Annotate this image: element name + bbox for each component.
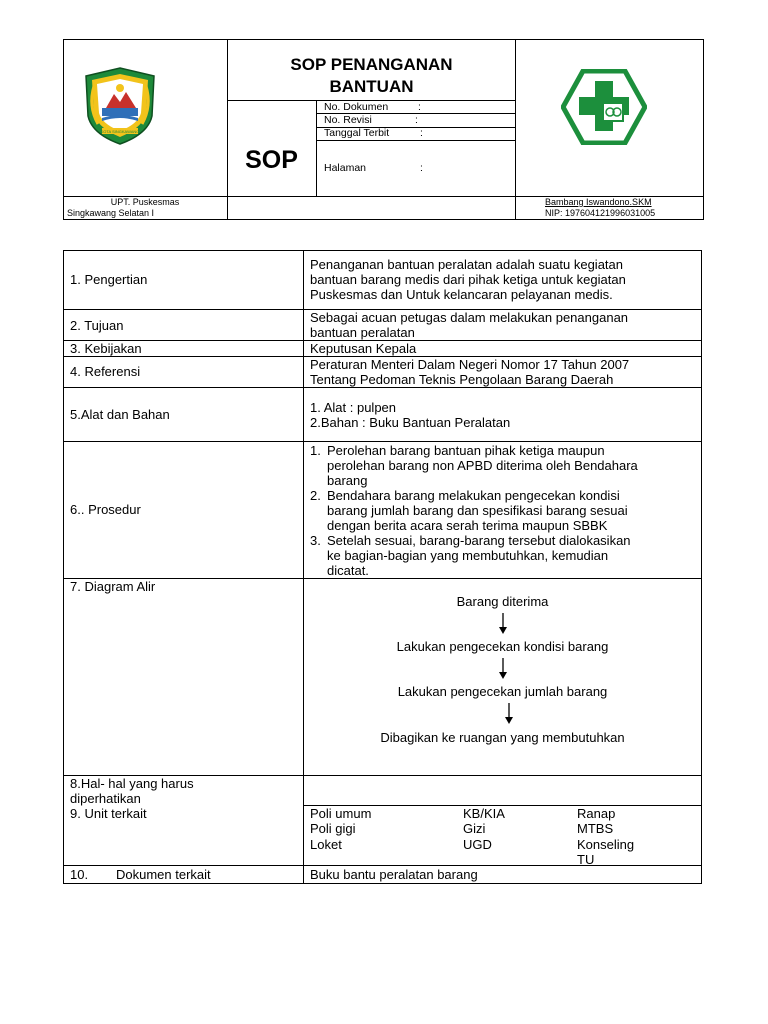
prosedur-step-line: Perolehan barang bantuan pihak ketiga maupun (327, 443, 605, 458)
org-name-line2: Singkawang Selatan I (67, 208, 155, 218)
row-label-hal: 8.Hal- hal yang harus (70, 776, 194, 791)
meta-tanggal-terbit: Tanggal Terbit (324, 127, 390, 139)
row-label-unit-terkait: 9. Unit terkait (70, 806, 147, 821)
unit-item: UGD (463, 837, 492, 852)
prosedur-step-line: Setelah sesuai, barang-barang tersebut dialokasikan (327, 533, 631, 548)
prosedur-step-line: ke bagian-bagian yang membutuhkan, kemudian (327, 548, 609, 563)
meta-no-dokumen: No. Dokumen (324, 101, 389, 113)
dokumen-text: Buku bantu peralatan barang (310, 867, 478, 882)
unit-item: Gizi (463, 821, 486, 836)
prosedur-step-line: dengan berita acara serah terima maupun SBBK (327, 518, 608, 533)
row-label-referensi: 4. Referensi (70, 364, 141, 379)
signer-nip: NIP: 197604121996031005 (545, 208, 656, 218)
unit-item: Konseling (577, 837, 635, 852)
tujuan-line: Sebagai acuan petugas dalam melakukan penanganan (310, 310, 629, 325)
meta-colon: : (415, 114, 418, 126)
meta-no-revisi: No. Revisi (324, 114, 372, 126)
prosedur-step-line: dicatat. (327, 563, 369, 578)
row-label-hal: diperhatikan (70, 791, 141, 806)
meta-colon: : (420, 162, 423, 174)
svg-text:KOTA SINGKAWANG: KOTA SINGKAWANG (100, 129, 140, 134)
referensi-line: Peraturan Menteri Dalam Negeri Nomor 17 Tahun 2007 (310, 357, 630, 372)
prosedur-step-num: 3. (310, 533, 321, 548)
unit-item: TU (577, 852, 595, 867)
kebijakan-text: Keputusan Kepala (310, 341, 417, 356)
prosedur-step-num: 2. (310, 488, 321, 503)
prosedur-step-num: 1. (310, 443, 321, 458)
flow-step: Dibagikan ke ruangan yang membutuhkan (380, 730, 625, 745)
row-label-pengertian: 1. Pengertian (70, 272, 148, 287)
tujuan-line: bantuan peralatan (310, 325, 415, 340)
pengertian-line: Penanganan bantuan peralatan adalah suatu kegiatan (310, 257, 623, 272)
row-label-dokumen-num: 10. (70, 867, 89, 882)
org-name-line1: UPT. Puskesmas (110, 197, 180, 207)
row-label-kebijakan: 3. Kebijakan (70, 341, 142, 356)
city-emblem-logo (82, 66, 158, 146)
flow-arrow-icon (503, 703, 515, 725)
flow-arrow-icon (497, 613, 509, 635)
unit-item: MTBS (577, 821, 614, 836)
prosedur-step-line: barang (327, 473, 368, 488)
pengertian-line: bantuan barang medis dari pihak ketiga untuk kegiatan (310, 272, 626, 287)
prosedur-step-line: Bendahara barang melakukan pengecekan kondisi (327, 488, 620, 503)
row-label-diagram-alir: 7. Diagram Alir (70, 579, 156, 594)
puskesmas-cross-logo (561, 69, 647, 145)
unit-item: Loket (310, 837, 342, 852)
flow-step: Lakukan pengecekan jumlah barang (397, 684, 608, 699)
flow-arrow-icon (497, 658, 509, 680)
referensi-line: Tentang Pedoman Teknis Pengolaan Barang Daerah (310, 372, 614, 387)
page-title-line2: BANTUAN (329, 77, 414, 96)
unit-item: KB/KIA (463, 806, 505, 821)
alat-line: 2.Bahan : Buku Bantuan Peralatan (310, 415, 511, 430)
flow-step: Barang diterima (456, 594, 549, 609)
prosedur-step-line: perolehan barang non APBD diterima oleh Bendahara (327, 458, 638, 473)
alat-line: 1. Alat : pulpen (310, 400, 397, 415)
pengertian-line: Puskesmas dan Untuk kelancaran pelayanan medis. (310, 287, 613, 302)
row-label-dokumen-terkait: Dokumen terkait (116, 867, 211, 882)
meta-halaman: Halaman (324, 162, 367, 174)
unit-item: Poli umum (310, 806, 372, 821)
flow-step: Lakukan pengecekan kondisi barang (396, 639, 609, 654)
meta-colon: : (418, 101, 421, 113)
sop-label: SOP (245, 146, 298, 174)
prosedur-step-line: barang jumlah barang dan spesifikasi barang sesuai (327, 503, 628, 518)
row-label-tujuan: 2. Tujuan (70, 318, 124, 333)
meta-colon: : (420, 127, 423, 139)
unit-item: Poli gigi (310, 821, 356, 836)
unit-item: Ranap (577, 806, 616, 821)
signer-name: Bambang Iswandono.SKM (545, 197, 652, 207)
row-label-prosedur: 6.. Prosedur (70, 502, 141, 517)
page-title-line1: SOP PENANGANAN (290, 55, 453, 74)
row-label-alat-bahan: 5.Alat dan Bahan (70, 407, 170, 422)
